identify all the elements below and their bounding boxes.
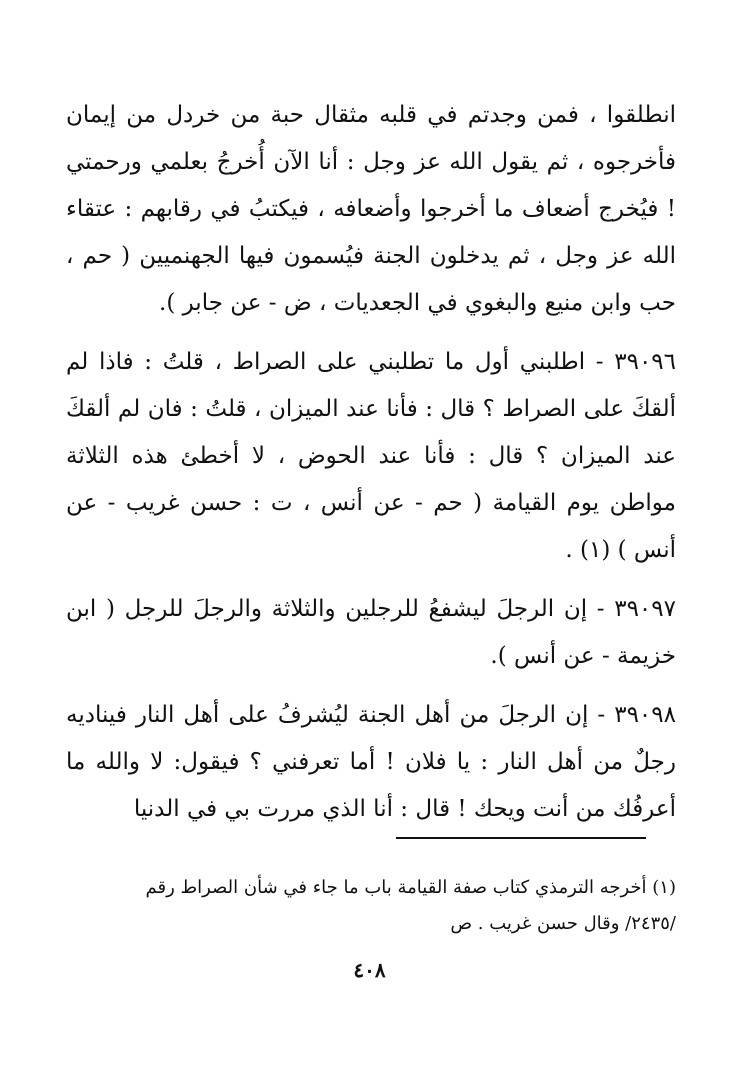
paragraph-continuation bbox=[66, 92, 676, 327]
hadith-number: ٣٩٠٩٧ bbox=[614, 596, 676, 622]
footnote-line: /٢٤٣٥/ وقال حسن غريب . ص bbox=[450, 913, 676, 934]
footnote-line: (١) أخرجه الترمذي كتاب صفة القيامة باب ما جاء في شأن الصراط رقم bbox=[145, 877, 676, 898]
paragraph-text: - اطلبني أول ما تطلبني على الصراط ، قلتُ : فاذا لم ألقكَ على الصراط ؟ قال : فأنا عند الميزان ، قلتُ : فان لم ألقكَ عند الميزان ؟ قال : فأنا عند الحوض ، لا أخطئ هذه الثلاثة مواطن يوم القيامة ( حم - عن أنس ، ت : حسن غريب - عن أنس ) (١) . bbox=[66, 349, 676, 563]
paragraph-text: - إن الرجلَ من أهل الجنة ليُشرفُ على أهل النار فيناديه رجلٌ من أهل النار : يا فلان ! أما تعرفني ؟ فيقول: لا والله ما أعرفُك من أنت ويحك ! قال : أنا الذي مررت بي في الدنيا bbox=[66, 702, 676, 822]
hadith-39096 bbox=[66, 339, 676, 574]
footnote-separator bbox=[396, 837, 646, 839]
hadith-39098 bbox=[66, 692, 676, 833]
main-text bbox=[66, 92, 676, 833]
hadith-number: ٣٩٠٩٦ bbox=[614, 349, 677, 375]
footnote bbox=[66, 870, 676, 942]
hadith-39097 bbox=[66, 586, 676, 680]
paragraph-text: - إن الرجلَ ليشفعُ للرجلين والثلاثة والرجلَ للرجل ( ابن خزيمة - عن أنس ). bbox=[66, 596, 676, 669]
hadith-number: ٣٩٠٩٨ bbox=[614, 702, 676, 728]
page-number: ٤٠٨ bbox=[353, 958, 386, 982]
paragraph-text: انطلقوا ، فمن وجدتم في قلبه مثقال حبة من خردل من إيمان فأخرجوه ، ثم يقول الله عز وجل : أنا الآن أُخرجُ بعلمي ورحمتي ! فيُخرج أضعاف ما أخرجوا وأضعافه ، فيكتبُ في رقابهم : عتقاء الله عز وجل ، ثم يدخلون الجنة فيُسمون فيها الجهنميين ( حم ، حب وابن منيع والبغوي في الجعديات ، ض - عن جابر ). bbox=[66, 102, 676, 316]
